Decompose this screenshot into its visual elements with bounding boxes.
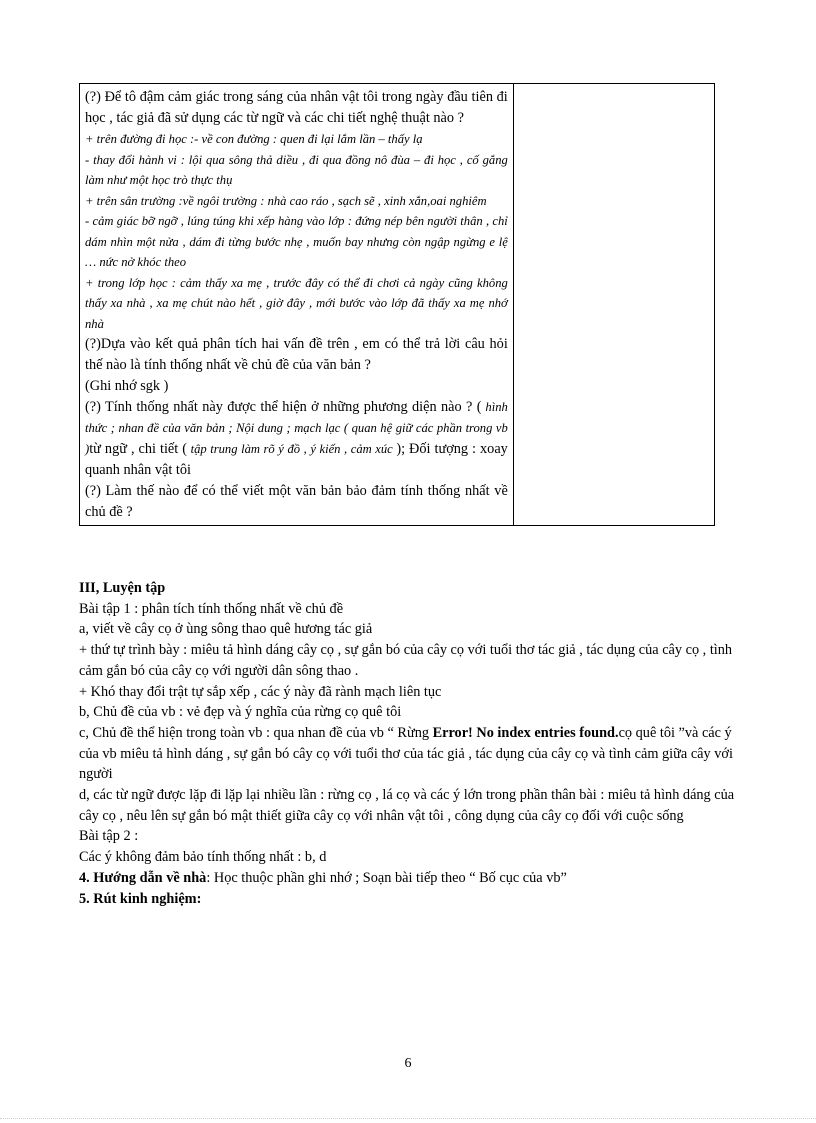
table-row [80, 84, 715, 526]
question-3-start: (?) Tính thống nhất này được thể hiện ở những phương diện nào ? ( [85, 399, 482, 415]
item-a: a, viết về cây cọ ở ùng sông thao quê hương tác giả [79, 621, 373, 638]
item-a-order: + thứ tự trình bày : miêu tả hình dáng cây cọ , sự gắn bó của cây cọ với tuổi thơ tác giả , tác dụng của cây cọ , tình cảm gắn bó của cây cọ với người dân sông thao . [79, 642, 733, 679]
item-a-hard: + Khó thay đổi trật tự sắp xếp , các ý này đã rành mạch liên tục [79, 683, 442, 700]
question-3-italic-1: hình thức ; nhan đề của văn bản ; Nội dung ; mạch lạc ( quan hệ giữ các phần trong vb ) [85, 400, 508, 456]
question-3-mid: từ ngữ , chi tiết ( [89, 441, 187, 457]
question-2: (?)Dựa vào kết quả phân tích hai vấn đề trên , em có thể trả lời câu hỏi thế nào là tính thống nhất về chủ đề của văn bản ? [85, 336, 508, 373]
question-3-end: ); Đối tượng : xoay quanh nhân vật tôi [85, 441, 508, 478]
answer-behaviour-change: - thay đổi hành vi : lội qua sông thả diều , đi qua đồng nô đùa – đi học , cố gắng làm như một học trò thực thụ [85, 152, 508, 187]
practice-section [79, 578, 739, 909]
homework-label: 4. Hướng dẫn về nhà [79, 869, 207, 886]
exercise-2-answer: Các ý không đảm bảo tính thống nhất : b, d [79, 849, 327, 866]
question-4: (?) Làm thế nào để có thể viết một văn bản bảo đảm tính thống nhất về chủ đề ? [85, 483, 508, 520]
homework-text: : Học thuộc phần ghi nhớ ; Soạn bài tiếp theo “ Bố cục của vb” [206, 869, 567, 886]
page-divider [0, 1118, 816, 1119]
teacher-student-activity-cell [80, 84, 514, 526]
item-c-start: c, Chủ đề thể hiện trong toàn vb : qua nhan đề của vb “ Rừng [79, 724, 433, 741]
answer-on-the-way: + trên đường đi học :- về con đường : quen đi lại lắm lần – thấy lạ [85, 132, 423, 146]
item-b: b, Chủ đề của vb : vẻ đẹp và ý nghĩa của rừng cọ quê tôi [79, 704, 402, 721]
answer-school-yard: + trên sân trường :về ngôi trường : nhà cao ráo , sạch sẽ , xinh xắn,oai nghiêm [85, 193, 487, 208]
answer-in-class: + trong lớp học : cảm thấy xa mẹ , trước đây có thể đi chơi cả ngày cũng không thấy xa nhà , xa mẹ chút nào hết , giờ đây , mới bước vào lớp đã thấy xa mẹ nhớ nhà [85, 275, 508, 331]
exercise-2-title: Bài tập 2 : [79, 828, 139, 845]
section-heading: III, Luyện tập [79, 580, 166, 596]
question-3-italic-2: tập trung làm rõ ý đồ , ý kiến , cảm xúc [187, 442, 397, 456]
item-c-end: cọ quê tôi ”và các ý của vb miêu tả hình dáng , sự gắn bó cây cọ với tuổi thơ của tác giả , tác dụng của cây cọ và tình cảm giữa cây với người [79, 724, 733, 783]
content-cell [513, 84, 714, 526]
homework-line [79, 868, 739, 889]
item-c [79, 723, 739, 785]
lesson-table [79, 83, 715, 526]
item-d: d, các từ ngữ được lặp đi lặp lại nhiều lần : rừng cọ , lá cọ và các ý lớn trong phần thân bài : miêu tả hình dáng của cây cọ , nêu lên sự gắn bó mật thiết giữa cây cọ với nhân vật tôi , công dụng của cây cọ đối với cuộc sống [79, 787, 735, 824]
page-number: 6 [404, 1056, 412, 1071]
field-error-text: Error! No index entries found. [432, 724, 619, 741]
question-1: (?) Để tô đậm cảm giác trong sáng của nhân vật tôi trong ngày đầu tiên đi học , tác giả đã sử dụng các từ ngữ và các chi tiết nghệ thuật nào ? [85, 89, 508, 126]
question-3 [85, 397, 508, 481]
answer-feelings: - cảm giác bỡ ngỡ , lúng túng khi xếp hàng vào lớp : đứng nép bên người thân , chỉ dám nhìn một nửa , dám đi từng bước nhẹ , muốn bay nhưng còn ngập ngừng e lệ … nức nở khóc theo [85, 214, 508, 269]
lesson-experience-label: 5. Rút kinh nghiệm: [79, 890, 202, 907]
memo-note: (Ghi nhớ sgk ) [85, 378, 169, 394]
exercise-1-title: Bài tập 1 : phân tích tính thống nhất về chủ đề [79, 600, 344, 617]
